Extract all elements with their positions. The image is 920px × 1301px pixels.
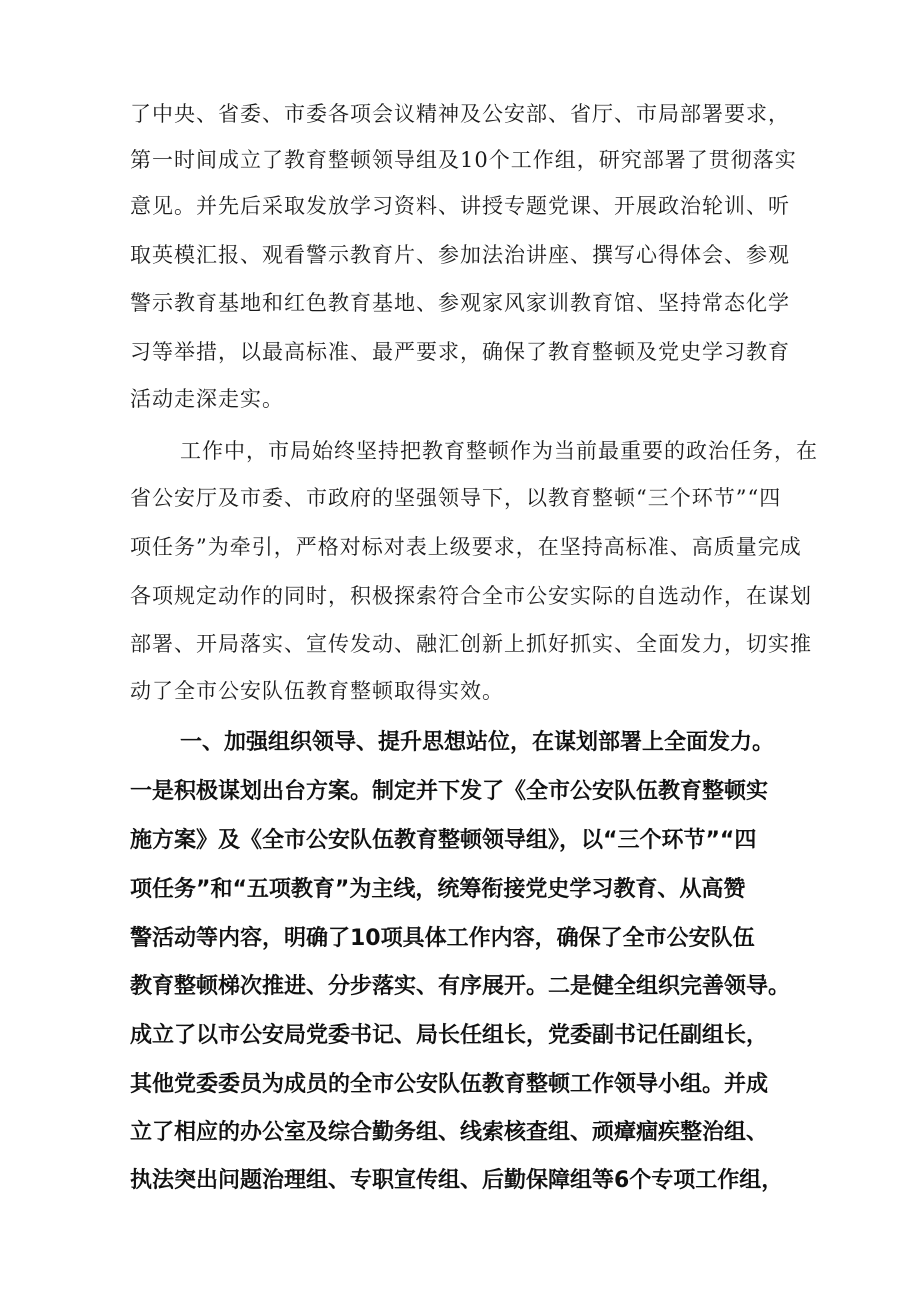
text-line: 工作中，市局始终坚持把教育整顿作为当前最重要的政治任务，在 [180, 439, 818, 463]
text-line: 立了相应的办公室及综合勤务组、线索核查组、顽瘴痼疾整治组、 [130, 1120, 769, 1145]
text-line: 其他党委委员为成员的全市公安队伍教育整顿工作领导小组。并成 [130, 1072, 769, 1097]
text-line: 施方案》及《全市公安队伍教育整顿领导组》，以“三个环节”“四 [130, 828, 757, 853]
text-line: 警活动等内容，明确了10项具体工作内容，确保了全市公安队伍 [130, 926, 755, 951]
text-line: 第一时间成立了教育整顿领导组及10个工作组，研究部署了贯彻落实 [130, 148, 797, 172]
text-line: 教育整顿梯次推进、分步落实、有序展开。二是健全组织完善领导。 [130, 974, 791, 999]
text-line: 意见。并先后采取发放学习资料、讲授专题党课、开展政治轮训、听 [130, 194, 790, 218]
text-line: 动了全市公安队伍教育整顿取得实效。 [130, 679, 504, 703]
section-heading: 一、加强组织领导、提升思想站位，在谋划部署上全面发力。 [180, 730, 775, 755]
text-line: 部署、开局落实、宣传发动、融汇创新上抓好抓实、全面发力，切实推 [130, 632, 812, 656]
text-line: 成立了以市公安局党委书记、局长任组长，党委副书记任副组长， [130, 1023, 769, 1048]
text-line: 活动走深走实。 [130, 387, 284, 411]
text-line: 项任务”为牵引，严格对标对表上级要求，在坚持高标准、高质量完成 [130, 535, 802, 559]
text-line: 省公安厅及市委、市政府的坚强领导下，以教育整顿“三个环节”“四 [130, 486, 782, 510]
text-line: 习等举措，以最高标准、最严要求，确保了教育整顿及党史学习教育 [130, 340, 790, 364]
text-line: 警示教育基地和红色教育基地、参观家风家训教育馆、坚持常态化学 [130, 291, 790, 315]
text-line: 取英模汇报、观看警示教育片、参加法治讲座、撰写心得体会、参观 [130, 243, 790, 267]
text-line: 了中央、省委、市委各项会议精神及公安部、省厅、市局部署要求， [130, 102, 790, 126]
text-line: 各项规定动作的同时，积极探索符合全市公安实际的自选动作，在谋划 [130, 584, 812, 608]
text-line: 项任务”和“五项教育”为主线，统筹衔接党史学习教育、从高赞 [130, 877, 746, 902]
text-line: 一是积极谋划出台方案。制定并下发了《全市公安队伍教育整顿实 [130, 779, 769, 804]
text-line: 执法突出问题治理组、专职宣传组、后勤保障组等6个专项工作组， [130, 1168, 784, 1193]
